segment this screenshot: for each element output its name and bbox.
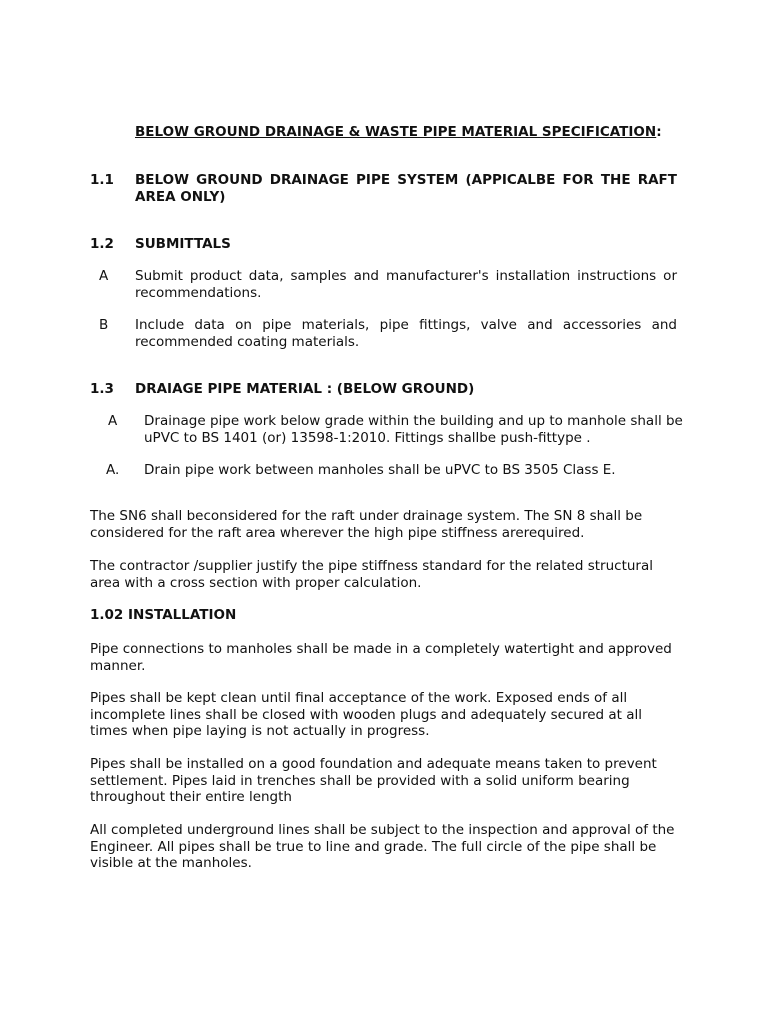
installation-paragraph-2: Pipes shall be kept clean until final acceptance of the work. Exposed ends of all incomplete lines shall be closed with wooden plugs and adequately secured at all times when pipe laying is not actually in progress. [90, 690, 643, 739]
submittals-item-a-text: Submit product data, samples and manufacturer's installation instructions or recommendations. [135, 268, 677, 301]
section-1-1-number: 1.1 [90, 172, 114, 188]
material-item-a-text: Drainage pipe work below grade within the building and up to manhole shall be uPVC to BS 1401 (or) 13598-1:2010. Fittings shallbe push-fittype . [144, 413, 683, 446]
installation-paragraph-4: All completed underground lines shall be subject to the inspection and approval of the Engineer. All pipes shall be true to line and grade. The full circle of the pipe shall be visible at the manholes. [90, 822, 675, 871]
material-item-a-label: A [108, 413, 118, 429]
section-1-2-number: 1.2 [90, 236, 114, 252]
contractor-paragraph: The contractor /supplier justify the pipe stiffness standard for the related structural area with a cross section with proper calculation. [90, 558, 653, 591]
installation-heading: 1.02 INSTALLATION [90, 607, 237, 623]
section-1-3-number: 1.3 [90, 381, 114, 397]
document-title-colon: : [656, 124, 662, 140]
document-title [135, 124, 662, 141]
submittals-item-a-label: A [99, 268, 109, 284]
submittals-item-b-label: B [99, 317, 109, 333]
section-1-1-heading: BELOW GROUND DRAINAGE PIPE SYSTEM (APPICALBE FOR THE RAFT AREA ONLY) [135, 172, 677, 205]
installation-paragraph-1: Pipe connections to manholes shall be made in a completely watertight and approved manner. [90, 641, 672, 674]
installation-paragraph-3: Pipes shall be installed on a good foundation and adequate means taken to prevent settlement. Pipes laid in trenches shall be provided with a solid uniform bearing throughout their entire length [90, 756, 657, 805]
section-1-3-heading: DRAIAGE PIPE MATERIAL : (BELOW GROUND) [135, 381, 475, 397]
submittals-item-b-text: Include data on pipe materials, pipe fittings, valve and accessories and recommended coating materials. [135, 317, 677, 350]
document-title-text: BELOW GROUND DRAINAGE & WASTE PIPE MATERIAL SPECIFICATION [135, 124, 657, 140]
section-1-2-heading: SUBMITTALS [135, 236, 231, 252]
material-item-a2-text: Drain pipe work between manholes shall be uPVC to BS 3505 Class E. [144, 462, 616, 478]
material-item-a2-label: A. [106, 462, 120, 478]
sn-paragraph: The SN6 shall beconsidered for the raft under drainage system. The SN 8 shall be considered for the raft area wherever the high pipe stiffness arerequired. [90, 508, 643, 541]
